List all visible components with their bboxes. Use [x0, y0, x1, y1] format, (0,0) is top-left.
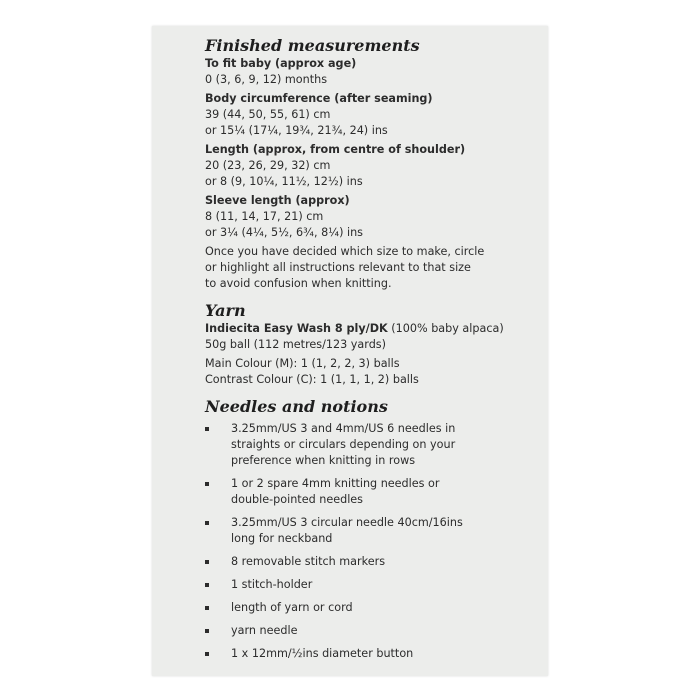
- bullet-icon: [205, 629, 209, 633]
- needles-list-item: [205, 623, 535, 639]
- needles-list-item: [205, 600, 535, 616]
- bullet-icon: [205, 583, 209, 587]
- finished-measurements-heading: Finished measurements: [205, 36, 420, 55]
- needles-list-item: [205, 515, 535, 547]
- needles-item-line: preference when knitting in rows: [231, 454, 416, 467]
- yarn-heading: Yarn: [205, 301, 246, 320]
- length-label: Length (approx, from centre of shoulder): [205, 143, 466, 156]
- needles-list-item: [205, 646, 535, 662]
- needles-item-line: yarn needle: [231, 624, 298, 637]
- size-note-line-1: Once you have decided which size to make, circle: [205, 245, 485, 258]
- bullet-icon: [205, 560, 209, 564]
- needles-item-line: 1 x 12mm/½ins diameter button: [231, 647, 414, 660]
- needles-item-line: 3.25mm/US 3 and 4mm/US 6 needles in: [231, 422, 456, 435]
- fit-value: 0 (3, 6, 9, 12) months: [205, 73, 328, 86]
- needles-item-line: 3.25mm/US 3 circular needle 40cm/16ins: [231, 516, 463, 529]
- body-circumference-label: Body circumference (after seaming): [205, 92, 433, 105]
- needles-list-item: [205, 421, 535, 469]
- sleeve-length-ins: or 3¼ (4¼, 5½, 6¾, 8¼) ins: [205, 226, 364, 239]
- needles-item-line: 1 stitch-holder: [231, 578, 313, 591]
- needles-item-line: straights or circulars depending on your: [231, 438, 456, 451]
- needles-item-line: long for neckband: [231, 532, 333, 545]
- bullet-icon: [205, 482, 209, 486]
- fit-label: To fit baby (approx age): [205, 57, 357, 70]
- yarn-name: Indiecita Easy Wash 8 ply/DK: [205, 322, 388, 335]
- needles-item-line: double-pointed needles: [231, 493, 364, 506]
- needles-list-item: [205, 476, 535, 508]
- needles-list-item: [205, 554, 535, 570]
- sleeve-length-label: Sleeve length (approx): [205, 194, 350, 207]
- needles-item-line: 8 removable stitch markers: [231, 555, 386, 568]
- length-cm: 20 (23, 26, 29, 32) cm: [205, 159, 331, 172]
- sleeve-length-cm: 8 (11, 14, 17, 21) cm: [205, 210, 324, 223]
- yarn-main-colour: Main Colour (M): 1 (1, 2, 2, 3) balls: [205, 357, 400, 370]
- needles-item-line: length of yarn or cord: [231, 601, 353, 614]
- pattern-page: [152, 26, 548, 676]
- needles-heading: Needles and notions: [205, 397, 388, 416]
- bullet-icon: [205, 521, 209, 525]
- bullet-icon: [205, 427, 209, 431]
- length-ins: or 8 (9, 10¼, 11½, 12½) ins: [205, 175, 363, 188]
- bullet-icon: [205, 606, 209, 610]
- bullet-icon: [205, 652, 209, 656]
- yarn-composition: (100% baby alpaca): [387, 322, 504, 335]
- pattern-content: [205, 36, 535, 669]
- size-note-line-3: to avoid confusion when knitting.: [205, 277, 392, 290]
- size-note-line-2: or highlight all instructions relevant to that size: [205, 261, 471, 274]
- needles-item-line: 1 or 2 spare 4mm knitting needles or: [231, 477, 440, 490]
- needles-list: [205, 421, 535, 662]
- needles-list-item: [205, 577, 535, 593]
- body-circumference-cm: 39 (44, 50, 55, 61) cm: [205, 108, 331, 121]
- body-circumference-ins: or 15¼ (17¼, 19¾, 21¾, 24) ins: [205, 124, 388, 137]
- yarn-name-line: [205, 321, 535, 337]
- yarn-ball: 50g ball (112 metres/123 yards): [205, 338, 386, 351]
- yarn-contrast-colour: Contrast Colour (C): 1 (1, 1, 1, 2) balls: [205, 373, 419, 386]
